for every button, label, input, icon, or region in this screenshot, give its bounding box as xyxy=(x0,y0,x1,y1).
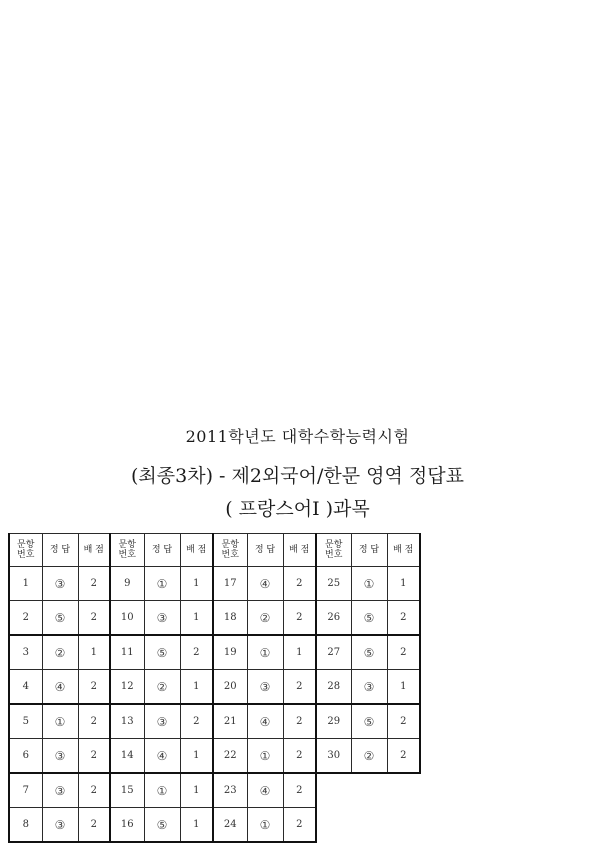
answer-cell: ③ xyxy=(42,808,78,843)
points-cell: 2 xyxy=(387,601,420,636)
answer-cell: ① xyxy=(42,704,78,739)
question-number-cell: 6 xyxy=(9,739,42,774)
points-cell: 2 xyxy=(283,773,316,808)
answer-cell: ① xyxy=(247,635,283,670)
points-cell: 2 xyxy=(78,567,110,601)
answer-cell: ⑤ xyxy=(42,601,78,636)
answer-cell: ② xyxy=(144,670,180,705)
answer-cell: ① xyxy=(247,808,283,843)
col-header-number: 문항 번호 xyxy=(9,534,42,567)
answer-cell: ④ xyxy=(247,704,283,739)
empty-cell xyxy=(387,773,420,808)
points-cell: 1 xyxy=(387,567,420,601)
points-cell: 1 xyxy=(387,670,420,705)
subject-title: ( 프랑스어Ⅰ )과목 xyxy=(225,498,370,520)
answer-cell: ⑤ xyxy=(351,635,387,670)
table-row xyxy=(9,670,420,705)
table-row xyxy=(9,773,420,808)
points-cell: 2 xyxy=(78,670,110,705)
points-cell: 2 xyxy=(387,635,420,670)
answer-cell: ③ xyxy=(42,773,78,808)
points-cell: 1 xyxy=(283,635,316,670)
answer-cell: ① xyxy=(247,739,283,774)
points-cell: 1 xyxy=(180,808,213,843)
question-number-cell: 18 xyxy=(213,601,247,636)
question-number-cell: 15 xyxy=(110,773,144,808)
answer-cell: ① xyxy=(351,567,387,601)
points-cell: 1 xyxy=(180,670,213,705)
table-row xyxy=(9,567,420,601)
table-header-row xyxy=(9,534,420,567)
empty-cell xyxy=(387,808,420,843)
question-number-cell: 23 xyxy=(213,773,247,808)
points-cell: 2 xyxy=(387,739,420,774)
question-number-cell: 16 xyxy=(110,808,144,843)
question-number-cell: 9 xyxy=(110,567,144,601)
points-cell: 1 xyxy=(78,635,110,670)
question-number-cell: 25 xyxy=(316,567,351,601)
points-cell: 2 xyxy=(283,704,316,739)
col-header-points: 배 점 xyxy=(180,534,213,567)
question-number-cell: 26 xyxy=(316,601,351,636)
empty-cell xyxy=(316,808,351,843)
question-number-cell: 3 xyxy=(9,635,42,670)
exam-title: 2011학년도 대학수학능력시험 xyxy=(185,427,410,446)
answer-cell: ④ xyxy=(247,567,283,601)
col-header-answer: 정 답 xyxy=(42,534,78,567)
question-number-cell: 1 xyxy=(9,567,42,601)
answer-cell: ④ xyxy=(247,773,283,808)
question-number-cell: 21 xyxy=(213,704,247,739)
table-row xyxy=(9,704,420,739)
answer-cell: ③ xyxy=(144,601,180,636)
answer-cell: ④ xyxy=(42,670,78,705)
question-number-cell: 5 xyxy=(9,704,42,739)
answer-cell: ① xyxy=(144,567,180,601)
question-number-cell: 19 xyxy=(213,635,247,670)
points-cell: 2 xyxy=(78,704,110,739)
col-header-points: 배 점 xyxy=(283,534,316,567)
answer-cell: ③ xyxy=(247,670,283,705)
answer-cell: ⑤ xyxy=(144,635,180,670)
table-row xyxy=(9,635,420,670)
empty-cell xyxy=(316,773,351,808)
table-row xyxy=(9,739,420,774)
question-number-cell: 17 xyxy=(213,567,247,601)
answer-cell: ① xyxy=(144,773,180,808)
question-number-cell: 12 xyxy=(110,670,144,705)
question-number-cell: 27 xyxy=(316,635,351,670)
points-cell: 2 xyxy=(180,635,213,670)
question-number-cell: 14 xyxy=(110,739,144,774)
answer-cell: ③ xyxy=(42,567,78,601)
question-number-cell: 30 xyxy=(316,739,351,774)
empty-cell xyxy=(351,808,387,843)
question-number-cell: 2 xyxy=(9,601,42,636)
answer-cell: ④ xyxy=(144,739,180,774)
points-cell: 2 xyxy=(283,601,316,636)
question-number-cell: 28 xyxy=(316,670,351,705)
col-header-answer: 정 답 xyxy=(351,534,387,567)
points-cell: 2 xyxy=(78,739,110,774)
points-cell: 2 xyxy=(283,567,316,601)
col-header-answer: 정 답 xyxy=(247,534,283,567)
answer-table-body xyxy=(9,567,420,843)
points-cell: 1 xyxy=(180,567,213,601)
answer-cell: ② xyxy=(247,601,283,636)
question-number-cell: 24 xyxy=(213,808,247,843)
answer-table xyxy=(8,533,421,843)
col-header-number: 문항 번호 xyxy=(316,534,351,567)
question-number-cell: 29 xyxy=(316,704,351,739)
empty-cell xyxy=(351,773,387,808)
answer-cell: ② xyxy=(42,635,78,670)
answer-cell: ③ xyxy=(144,704,180,739)
col-header-number: 문항 번호 xyxy=(213,534,247,567)
answer-key-title: (최종3차) - 제2외국어/한문 영역 정답표 xyxy=(131,465,464,487)
col-header-number: 문항 번호 xyxy=(110,534,144,567)
points-cell: 2 xyxy=(78,773,110,808)
points-cell: 2 xyxy=(283,808,316,843)
question-number-cell: 13 xyxy=(110,704,144,739)
points-cell: 1 xyxy=(180,601,213,636)
answer-cell: ⑤ xyxy=(144,808,180,843)
col-header-answer: 정 답 xyxy=(144,534,180,567)
points-cell: 2 xyxy=(78,808,110,843)
points-cell: 2 xyxy=(180,704,213,739)
points-cell: 2 xyxy=(78,601,110,636)
points-cell: 2 xyxy=(387,704,420,739)
points-cell: 1 xyxy=(180,739,213,774)
points-cell: 2 xyxy=(283,739,316,774)
points-cell: 2 xyxy=(283,670,316,705)
question-number-cell: 22 xyxy=(213,739,247,774)
col-header-points: 배 점 xyxy=(387,534,420,567)
question-number-cell: 8 xyxy=(9,808,42,843)
question-number-cell: 20 xyxy=(213,670,247,705)
answer-cell: ⑤ xyxy=(351,704,387,739)
table-row xyxy=(9,808,420,843)
answer-cell: ⑤ xyxy=(351,601,387,636)
answer-cell: ③ xyxy=(42,739,78,774)
points-cell: 1 xyxy=(180,773,213,808)
question-number-cell: 7 xyxy=(9,773,42,808)
answer-cell: ② xyxy=(351,739,387,774)
question-number-cell: 10 xyxy=(110,601,144,636)
answer-cell: ③ xyxy=(351,670,387,705)
col-header-points: 배 점 xyxy=(78,534,110,567)
table-row xyxy=(9,601,420,636)
question-number-cell: 4 xyxy=(9,670,42,705)
question-number-cell: 11 xyxy=(110,635,144,670)
